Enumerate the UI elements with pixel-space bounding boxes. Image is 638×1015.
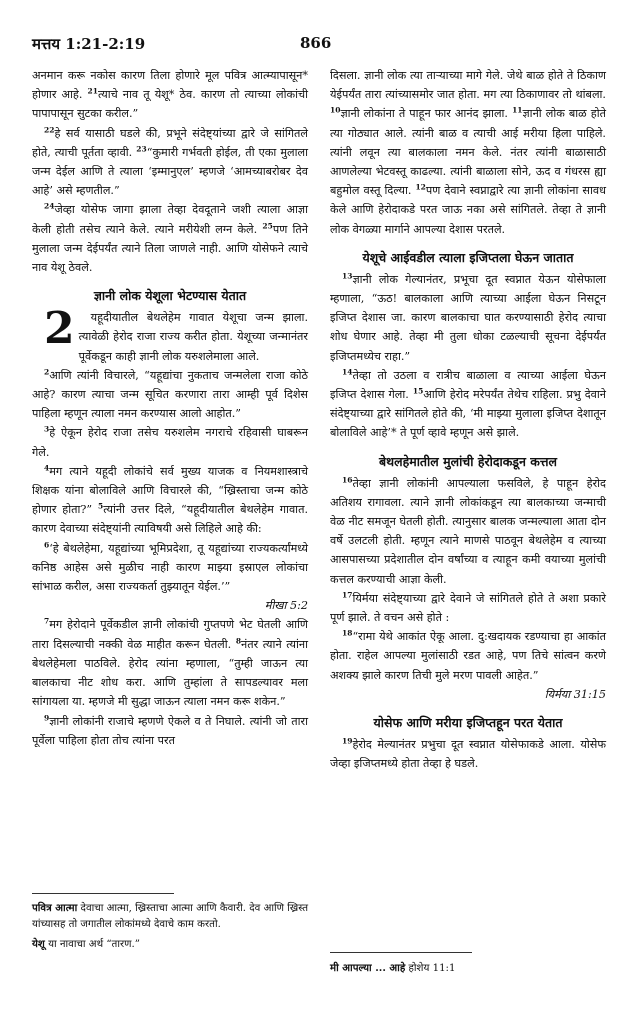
paragraph [330,66,606,239]
verse-text: त्यांनी उत्तर दिले, “यहूदीयातील बेथलेहेम गावात. कारण देवाच्या संदेष्ट्यांनी त्याविषयी असे लिहिले आहे की: [32,503,309,536]
verse-number: 12 [415,182,426,192]
footnote [330,960,606,977]
verse-text: मग त्याने यहूदी लोकांचे सर्व मुख्य याजक व नियमशास्त्राचे शिक्षक यांना बोलाविले आणि विचारले की, “ख्रिस्ताचा जन्म कोठे होणार होता?” [32,464,308,517]
paragraph [32,615,308,711]
footnote-term: येशू [32,938,45,950]
paragraph [330,474,606,589]
verse-number: 6 [44,539,50,549]
verse-text: पण तिने मुलाला जन्म देईपर्यंत त्याने तिला जाणले नाही. आणि योसेफने त्याचे नाव येशू ठेवले. [32,222,309,275]
footnotes-left [32,900,308,956]
page-number: 866 [300,34,332,52]
verse-number: 24 [44,201,55,211]
verse-text: जेव्हा योसेफ जागा झाला तेव्हा देवदूताने जशी त्याला आज्ञा केली होती तसेच त्याने केले. त्याने मरीयेशी लग्न केले. [32,203,308,236]
paragraph [32,66,308,124]
scripture-quote [330,627,606,685]
verse-text: ज्ञानी लोकांना ते पाहून फार आनंद झाला. [340,107,513,121]
verse-number: 9 [44,712,50,722]
verse-text: मग हेरोदाने पूर्वेकडील ज्ञानी लोकांची गुप्तपणे भेट घेतली आणि तारा दिसल्याची नक्की वेळ माहीत करून घेतली. [32,618,308,651]
paragraph [330,589,606,627]
verse-number: 23 [136,144,147,154]
verse-number: 2 [44,367,50,377]
scripture-quote [32,539,308,597]
verse-text: आणि हेरोद मरेपर्यंत तेथेच राहिला. प्रभु देवाने संदेष्ट्याच्या द्वारे सांगितले होते की, ‘मी माझ्या मुलाला इजिप्त देशातून बोलाविले आहे’* ते पूर्ण व्हावे म्हणून असे झाले. [330,388,607,440]
verse-text: “रामा येथे आकांत ऐकू आला. दु:खदायक रडण्याचा हा आकांत होता. राहेल आपल्या मुलांसाठी रडत आहे, पण तिचे सांत्वन करणे अशक्य झाले कारण तिची मुले मरण पावली आहेत.” [330,630,606,682]
paragraph [32,303,308,366]
verse-text: “कुमारी गर्भवती होईल, ती एका मुलाला जन्म देईल आणि ते त्याला ‘इम्मानुएल’ म्हणजे ‘आमच्याबरोबर देव आहे’ असे म्हणतील.” [32,145,308,198]
verse-text: त्याचे नाव तू येशू* ठेव. कारण तो त्याच्या लोकांची पापापासून सुटका करील.” [32,88,308,121]
verse-text: ज्ञानी लोक बाळ होते त्या गोठ्यात आले. त्यांनी बाळ व त्याची आई मरीया हिला पाहिले. त्यांनी लवून त्या बालकाला नमन केले. नंतर त्यांनी बाळासाठी आणलेल्या भेटवस्तू काढल्या. त्यांनी बाळाला सोने, ऊद व गंधरस ह्या बहुमोल वस्तू दिल्या. [330,107,606,198]
verse-number: 8 [235,635,242,645]
verse-text: नंतर त्याने त्यांना बेथलेहेमला पाठविले. हेरोद त्यांना म्हणाला, “तुम्ही जाऊन त्या बालकाचा नीट शोध करा. आणि तुम्हांला ते सापडल्यावर मला सांगायला या. म्हणजे मी सुद्धा जाऊन त्याला नमन करू शकेन.” [32,637,308,709]
verse-text: यहूदीयातील बेथलेहेम गावात येशूचा जन्म झाला. त्यावेळी हेरोद राजा राज्य करीत होता. येशूच्या जन्मानंतर पूर्वेकडून काही ज्ञानी लोक यरुशलेमाला आले. [78,311,308,363]
footnotes-right [330,960,606,980]
footnote [32,936,308,953]
verse-text: यिर्मया संदेष्ट्याच्या द्वारे देवाने जे सांगितले होते ते अशा प्रकारे पूर्ण झाले. ते वचन असे होते : [330,591,606,625]
paragraph [32,462,308,539]
verse-text: ज्ञानी लोकांनी राजाचे म्हणणे ऐकले व ते निघाले. त्यांनी जो तारा पूर्वेला पाहिला होता तोच त्यांना परत [32,714,308,747]
verse-number: 4 [44,463,50,473]
paragraph [32,712,308,750]
verse-number: 3 [44,424,50,434]
paragraph [32,124,308,201]
verse-text: हे सर्व यासाठी घडले की, प्रभूने संदेष्ट्यांच्या द्वारे जे सांगितले होते, त्याची पूर्तता व्हावी. [32,126,308,159]
paragraph [330,270,606,366]
footnote [32,900,308,933]
section-heading: येशूचे आईवडील त्याला इजिप्तला घेऊन जातात [362,249,574,265]
section-heading: बेथलहेमातील मुलांची हेरोदाकडून कत्तल [378,453,557,469]
verse-number: 7 [44,616,50,626]
verse-text: पण देवाने स्वप्नाद्वारे त्या ज्ञानी लोकांना सावध केले आणि हेरोदाकडे परत जाऊ नका असे सांगितले. तेव्हा ते ज्ञानी लोक वेगळ्या मार्गाने आपल्या देशास परतले. [330,184,606,236]
verse-text: आणि त्यांनी विचारले, “यहूद्यांचा नुकताच जन्मलेला राजा कोठे आहे? कारण त्याचा जन्म सूचित करणारा तारा आम्ही पूर्व दिशेस पाहिला म्हणून त्याला नमन करण्यास आलो आहोत.” [32,368,308,421]
verse-number: 14 [342,367,353,377]
paragraph [330,735,606,773]
verse-text: हे ऐकून हेरोद राजा तसेच यरुशलेम नगराचे रहिवासी घाबरून गेले. [32,426,308,459]
verse-text: तेव्हा तो उठला व रात्रीच बाळाला व त्याच्या आईला घेऊन इजिप्त देशास गेला. [330,368,606,402]
footnote-text: होशेय 11:1 [405,963,456,974]
chapter-number: 2 [44,303,75,355]
verse-number: 22 [44,124,55,134]
verse-number: 18 [342,628,353,638]
verse-number: 21 [87,86,98,96]
verse-text: अनमान करू नकोस कारण तिला होणारे मूल पवित्र आत्म्यापासून* होणार आहे. [32,69,308,102]
verse-text: ‘हे बेथलेहेमा, यहूद्यांच्या भूमिप्रदेशा, तू यहूद्यांच्या राज्यकर्त्यांमध्ये कनिष्ठ आहेस असे मुळीच नाही कारण माझ्या इस्राएल लोकांचा सांभाळ करील, असा राज्यकर्ता तुझ्यातून येईल.’” [32,541,308,594]
section-heading: ज्ञानी लोक येशूला भेटण्यास येतात [93,288,247,304]
right-column [330,66,606,774]
footnote-term: पवित्र आत्मा [32,902,78,914]
footnote-rule [32,893,174,894]
section-heading: योसेफ आणि मरीया इजिप्तहून परत येतात [373,715,563,731]
verse-number: 17 [342,590,353,600]
verse-number: 10 [330,105,341,115]
verse-number: 13 [342,271,353,281]
quote-reference: यिर्मया 31:15 [544,687,606,701]
paragraph [32,423,308,461]
verse-number: 11 [512,105,523,115]
verse-text: तेव्हा ज्ञानी लोकांनी आपल्याला फसविले, हे पाहून हेरोद अतिशय रागावला. त्याने ज्ञानी लोकांकडून त्या बालकाच्या जन्माची वेळ नीट समजून घेतली होती. त्यानुसार बालक जन्मल्याला आता दोन वर्षे उलटली होती. म्हणून त्याने माणसे पाठवून बेथलेहेम व त्याच्या आसपासच्या प्रदेशातील दोन वर्षांच्या व त्याहून कमी वयाच्या मुलांची कत्तल करण्याची आज्ञा केली. [330,476,606,586]
verse-number: 5 [98,501,104,511]
paragraph [32,200,308,277]
verse-text: हेरोद मेल्यानंतर प्रभुचा दूत स्वप्नात योसेफाकडे आला. योसेफ जेव्हा इजिप्तमध्ये होता तेव्हा हे घडले. [330,738,606,771]
verse-text: ज्ञानी लोक गेल्यानंतर, प्रभूचा दूत स्वप्नात येऊन योसेफाला म्हणाला, “ऊठ! बालकाला आणि त्याच्या आईला घेऊन निसटून इजिप्त देशास जा. कारण बालकाचा घात करण्यासाठी हेरोद त्याचा शोध घेणार आहे. तेव्हा मी तुला धोका टळल्याची सूचना देईपर्यंत इजिप्तमध्येच राहा.” [330,272,606,363]
left-column [32,66,308,750]
verse-text: दिसला. ज्ञानी लोक त्या ताऱ्याच्या मागे गेले. जेथे बाळ होते ते ठिकाण येईपर्यंत तारा त्यांच्यासमोर जात होता. मग त्या ठिकाणावर तो थांबला. [330,69,606,102]
verse-number: 19 [342,736,353,746]
quote-reference: मीखा 5:2 [264,599,308,613]
footnote-term: मी आपल्या ... आहे [330,962,406,974]
paragraph [330,366,606,443]
verse-number: 15 [412,386,424,396]
footnote-rule [330,952,472,953]
running-head: मत्तय 1:21-2:19 [32,35,146,53]
verse-number: 16 [342,474,353,484]
verse-number: 25 [262,220,273,230]
footnote-text: देवाचा आत्मा, ख्रिस्ताचा आत्मा आणि कैवारी. देव आणि ख्रिस्त यांच्यासह तो जगातील लोकांमध्ये देवाचे काम करतो. [32,903,309,930]
footnote-text: या नावाचा अर्थ “तारण.” [44,939,140,950]
paragraph [32,366,308,424]
